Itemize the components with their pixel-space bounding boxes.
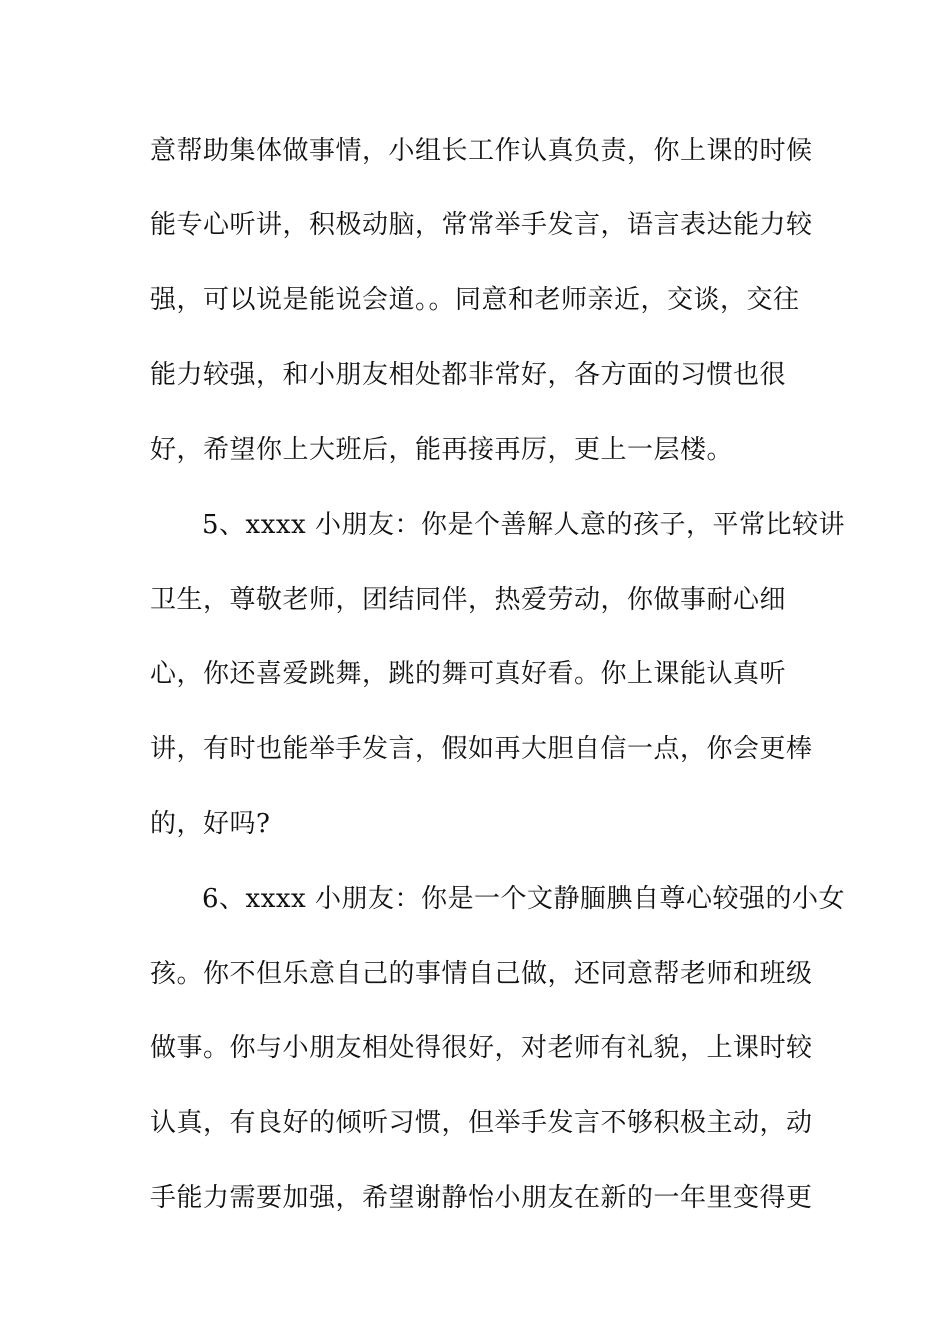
text-line: 好，希望你上大班后，能再接再厉，更上一层楼。 bbox=[150, 435, 734, 465]
text-line: 认真，有良好的倾听习惯，但举手发言不够积极主动，动 bbox=[150, 1108, 813, 1138]
text-line: 讲，有时也能举手发言，假如再大胆自信一点，你会更棒 bbox=[150, 734, 813, 764]
text-line: 孩。你不但乐意自己的事情自己做，还同意帮老师和班级 bbox=[150, 959, 813, 989]
text-line: 能专心听讲，积极动脑，常常举手发言，语言表达能力较 bbox=[150, 210, 813, 240]
text-line: 的，好吗? bbox=[150, 809, 271, 839]
paragraph-start-line: 5、xxxx 小朋友：你是个善解人意的孩子，平常比较讲 bbox=[202, 510, 845, 540]
text-line: 强，可以说是能说会道。。同意和老师亲近，交谈，交往 bbox=[150, 285, 800, 315]
text-line: 意帮助集体做事情，小组长工作认真负责，你上课的时候 bbox=[150, 136, 813, 166]
text-line: 能力较强，和小朋友相处都非常好，各方面的习惯也很 bbox=[150, 360, 787, 390]
text-line: 手能力需要加强，希望谢静怡小朋友在新的一年里变得更 bbox=[150, 1183, 813, 1213]
text-line: 卫生，尊敬老师，团结同伴，热爱劳动，你做事耐心细 bbox=[150, 585, 787, 615]
text-line: 心，你还喜爱跳舞，跳的舞可真好看。你上课能认真听 bbox=[150, 659, 787, 689]
text-line: 做事。你与小朋友相处得很好，对老师有礼貌，上课时较 bbox=[150, 1033, 813, 1063]
paragraph-start-line: 6、xxxx 小朋友：你是一个文静腼腆自尊心较强的小女 bbox=[202, 884, 845, 914]
